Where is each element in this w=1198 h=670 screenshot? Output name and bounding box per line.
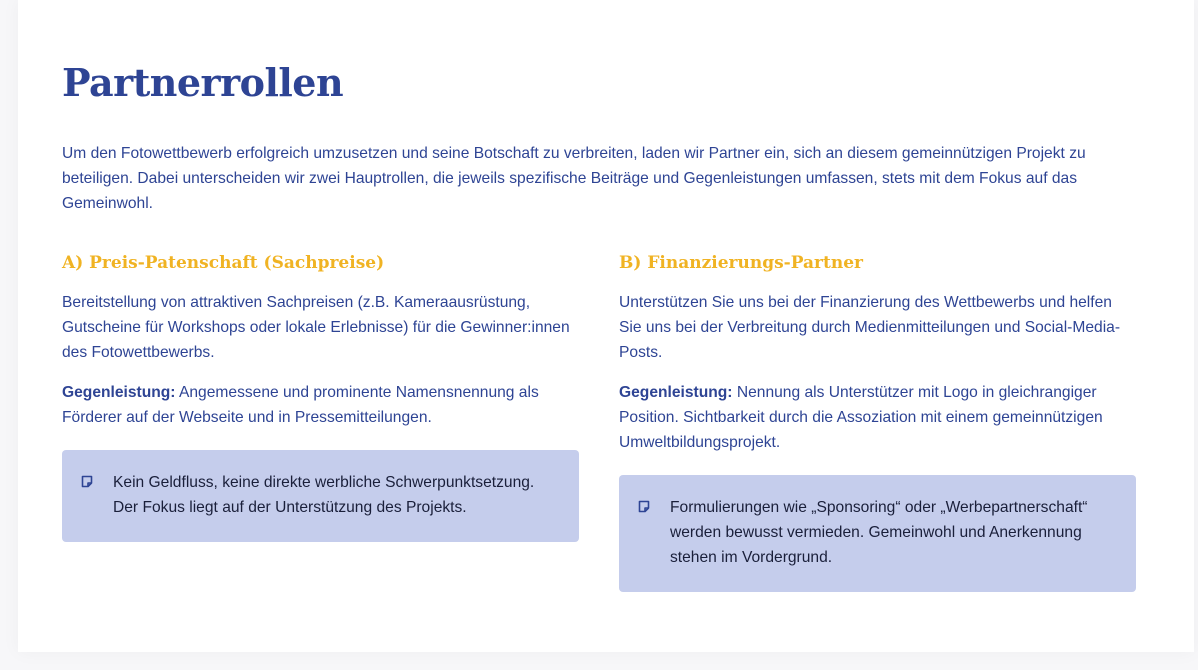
role-counter-a [62, 380, 579, 430]
note-text-b: Formulierungen wie „Sponsoring“ oder „Werbepartnerschaft“ werden bewusst vermieden. Gemeinwohl und Anerkennung stehen im Vordergrund. [670, 499, 1088, 566]
counter-label-b: Gegenleistung: [619, 384, 733, 401]
note-box-a [62, 450, 579, 542]
note-icon [637, 500, 651, 514]
intro-paragraph: Um den Fotowettbewerb erfolgreich umzusetzen und seine Botschaft zu verbreiten, laden wir Partner ein, sich an diesem gemeinnützigen Projekt zu beteiligen. Dabei unterscheiden wir zwei Hauptrollen, die jeweils spezifische Beiträge und Gegenleistungen umfassen, stets mit dem Fokus auf das Gemeinwohl. [62, 145, 1086, 212]
role-description-b: Unterstützen Sie uns bei der Finanzierung des Wettbewerbs und helfen Sie uns bei der Verbreitung durch Medienmitteilungen und Social-Media-Posts. [619, 294, 1121, 361]
counter-label-a: Gegenleistung: [62, 384, 176, 401]
role-column-a [62, 250, 579, 542]
role-column-b [619, 250, 1136, 592]
counter-text-a: Angemessene und prominente Namensnennung als Förderer auf der Webseite und in Pressemitteilungen. [62, 384, 539, 426]
role-description-a: Bereitstellung von attraktiven Sachpreisen (z.B. Kameraausrüstung, Gutscheine für Workshops oder lokale Erlebnisse) für die Gewinner:innen des Fotowettbewerbs. [62, 294, 570, 361]
role-heading-b: B) Finanzierungs-Partner [619, 253, 863, 273]
note-box-b [619, 475, 1136, 592]
page-title: Partnerrollen [62, 60, 344, 105]
note-icon [80, 475, 94, 489]
note-text-a: Kein Geldfluss, keine direkte werbliche Schwerpunktsetzung. Der Fokus liegt auf der Unterstützung des Projekts. [113, 474, 535, 516]
slide-page [18, 0, 1194, 652]
role-heading-a: A) Preis-Patenschaft (Sachpreise) [62, 253, 385, 273]
role-counter-b [619, 380, 1136, 455]
counter-text-b: Nennung als Unterstützer mit Logo in gleichrangiger Position. Sichtbarkeit durch die Assoziation mit einem gemeinnützigen Umweltbildungsprojekt. [619, 384, 1103, 451]
